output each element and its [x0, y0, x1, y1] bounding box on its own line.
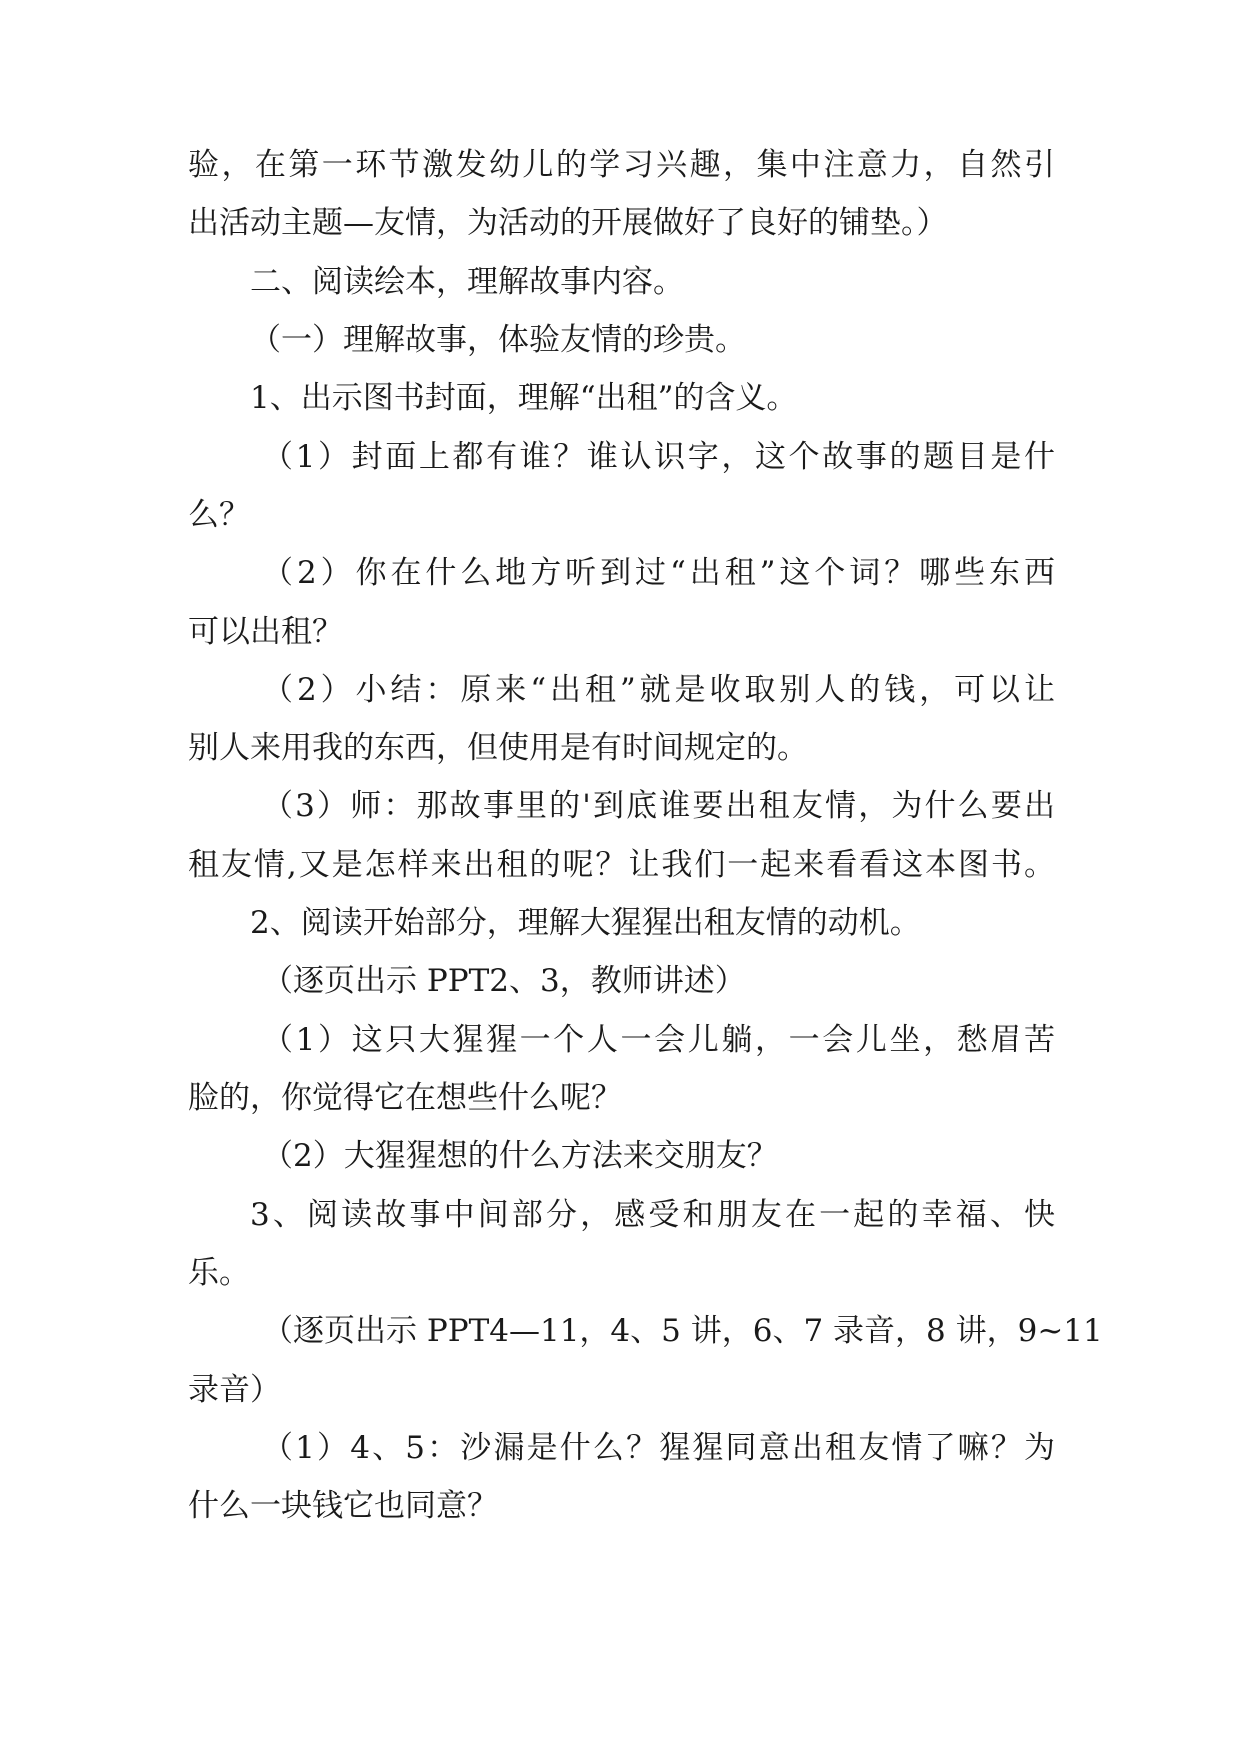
text-line: （2）大猩猩想的什么方法来交朋友？: [262, 1138, 778, 1174]
subsection-heading: （一）理解故事，体验友情的珍贵。: [250, 322, 746, 358]
text-line: 录音）: [188, 1372, 281, 1408]
text-line: （1）4、5：沙漏是什么？猩猩同意出租友情了嘛？为: [262, 1430, 1055, 1466]
text-line: 脸的，你觉得它在想些什么呢？: [188, 1080, 622, 1116]
text-line: （逐页出示 PPT4—11，4、5 讲，6、7 录音，8 讲，9~11: [262, 1313, 1103, 1349]
text-line: 验，在第一环节激发幼儿的学习兴趣，集中注意力，自然引: [188, 147, 1055, 183]
text-line: （1）封面上都有谁？谁认识字，这个故事的题目是什: [262, 439, 1055, 475]
text-line: 租友情,又是怎样来出租的呢？让我们一起来看看这本图书。: [188, 847, 1055, 883]
section-heading: 二、阅读绘本，理解故事内容。: [250, 264, 684, 300]
step-heading: 2、阅读开始部分，理解大猩猩出租友情的动机。: [250, 905, 921, 941]
step-heading: 3、阅读故事中间部分，感受和朋友在一起的幸福、快: [250, 1197, 1055, 1233]
text-line: 可以出租？: [188, 614, 343, 650]
text-line: （2）你在什么地方听到过“出租”这个词？哪些东西: [262, 555, 1055, 591]
text-line: （逐页出示 PPT2、3，教师讲述）: [262, 963, 746, 999]
step-heading: 1、出示图书封面，理解“出租”的含义。: [250, 380, 798, 416]
text-line: 出活动主题—友情，为活动的开展做好了良好的铺垫。）: [188, 205, 948, 241]
text-line: 么？: [188, 497, 250, 533]
text-line: （2）小结：原来“出租”就是收取别人的钱，可以让: [262, 672, 1055, 708]
text-line: 什么一块钱它也同意？: [188, 1488, 498, 1524]
text-line: 乐。: [188, 1255, 250, 1291]
text-line: （3）师：那故事里的'到底谁要出租友情，为什么要出: [262, 788, 1055, 824]
text-line: 别人来用我的东西，但使用是有时间规定的。: [188, 730, 808, 766]
text-line: （1）这只大猩猩一个人一会儿躺，一会儿坐，愁眉苦: [262, 1022, 1055, 1058]
